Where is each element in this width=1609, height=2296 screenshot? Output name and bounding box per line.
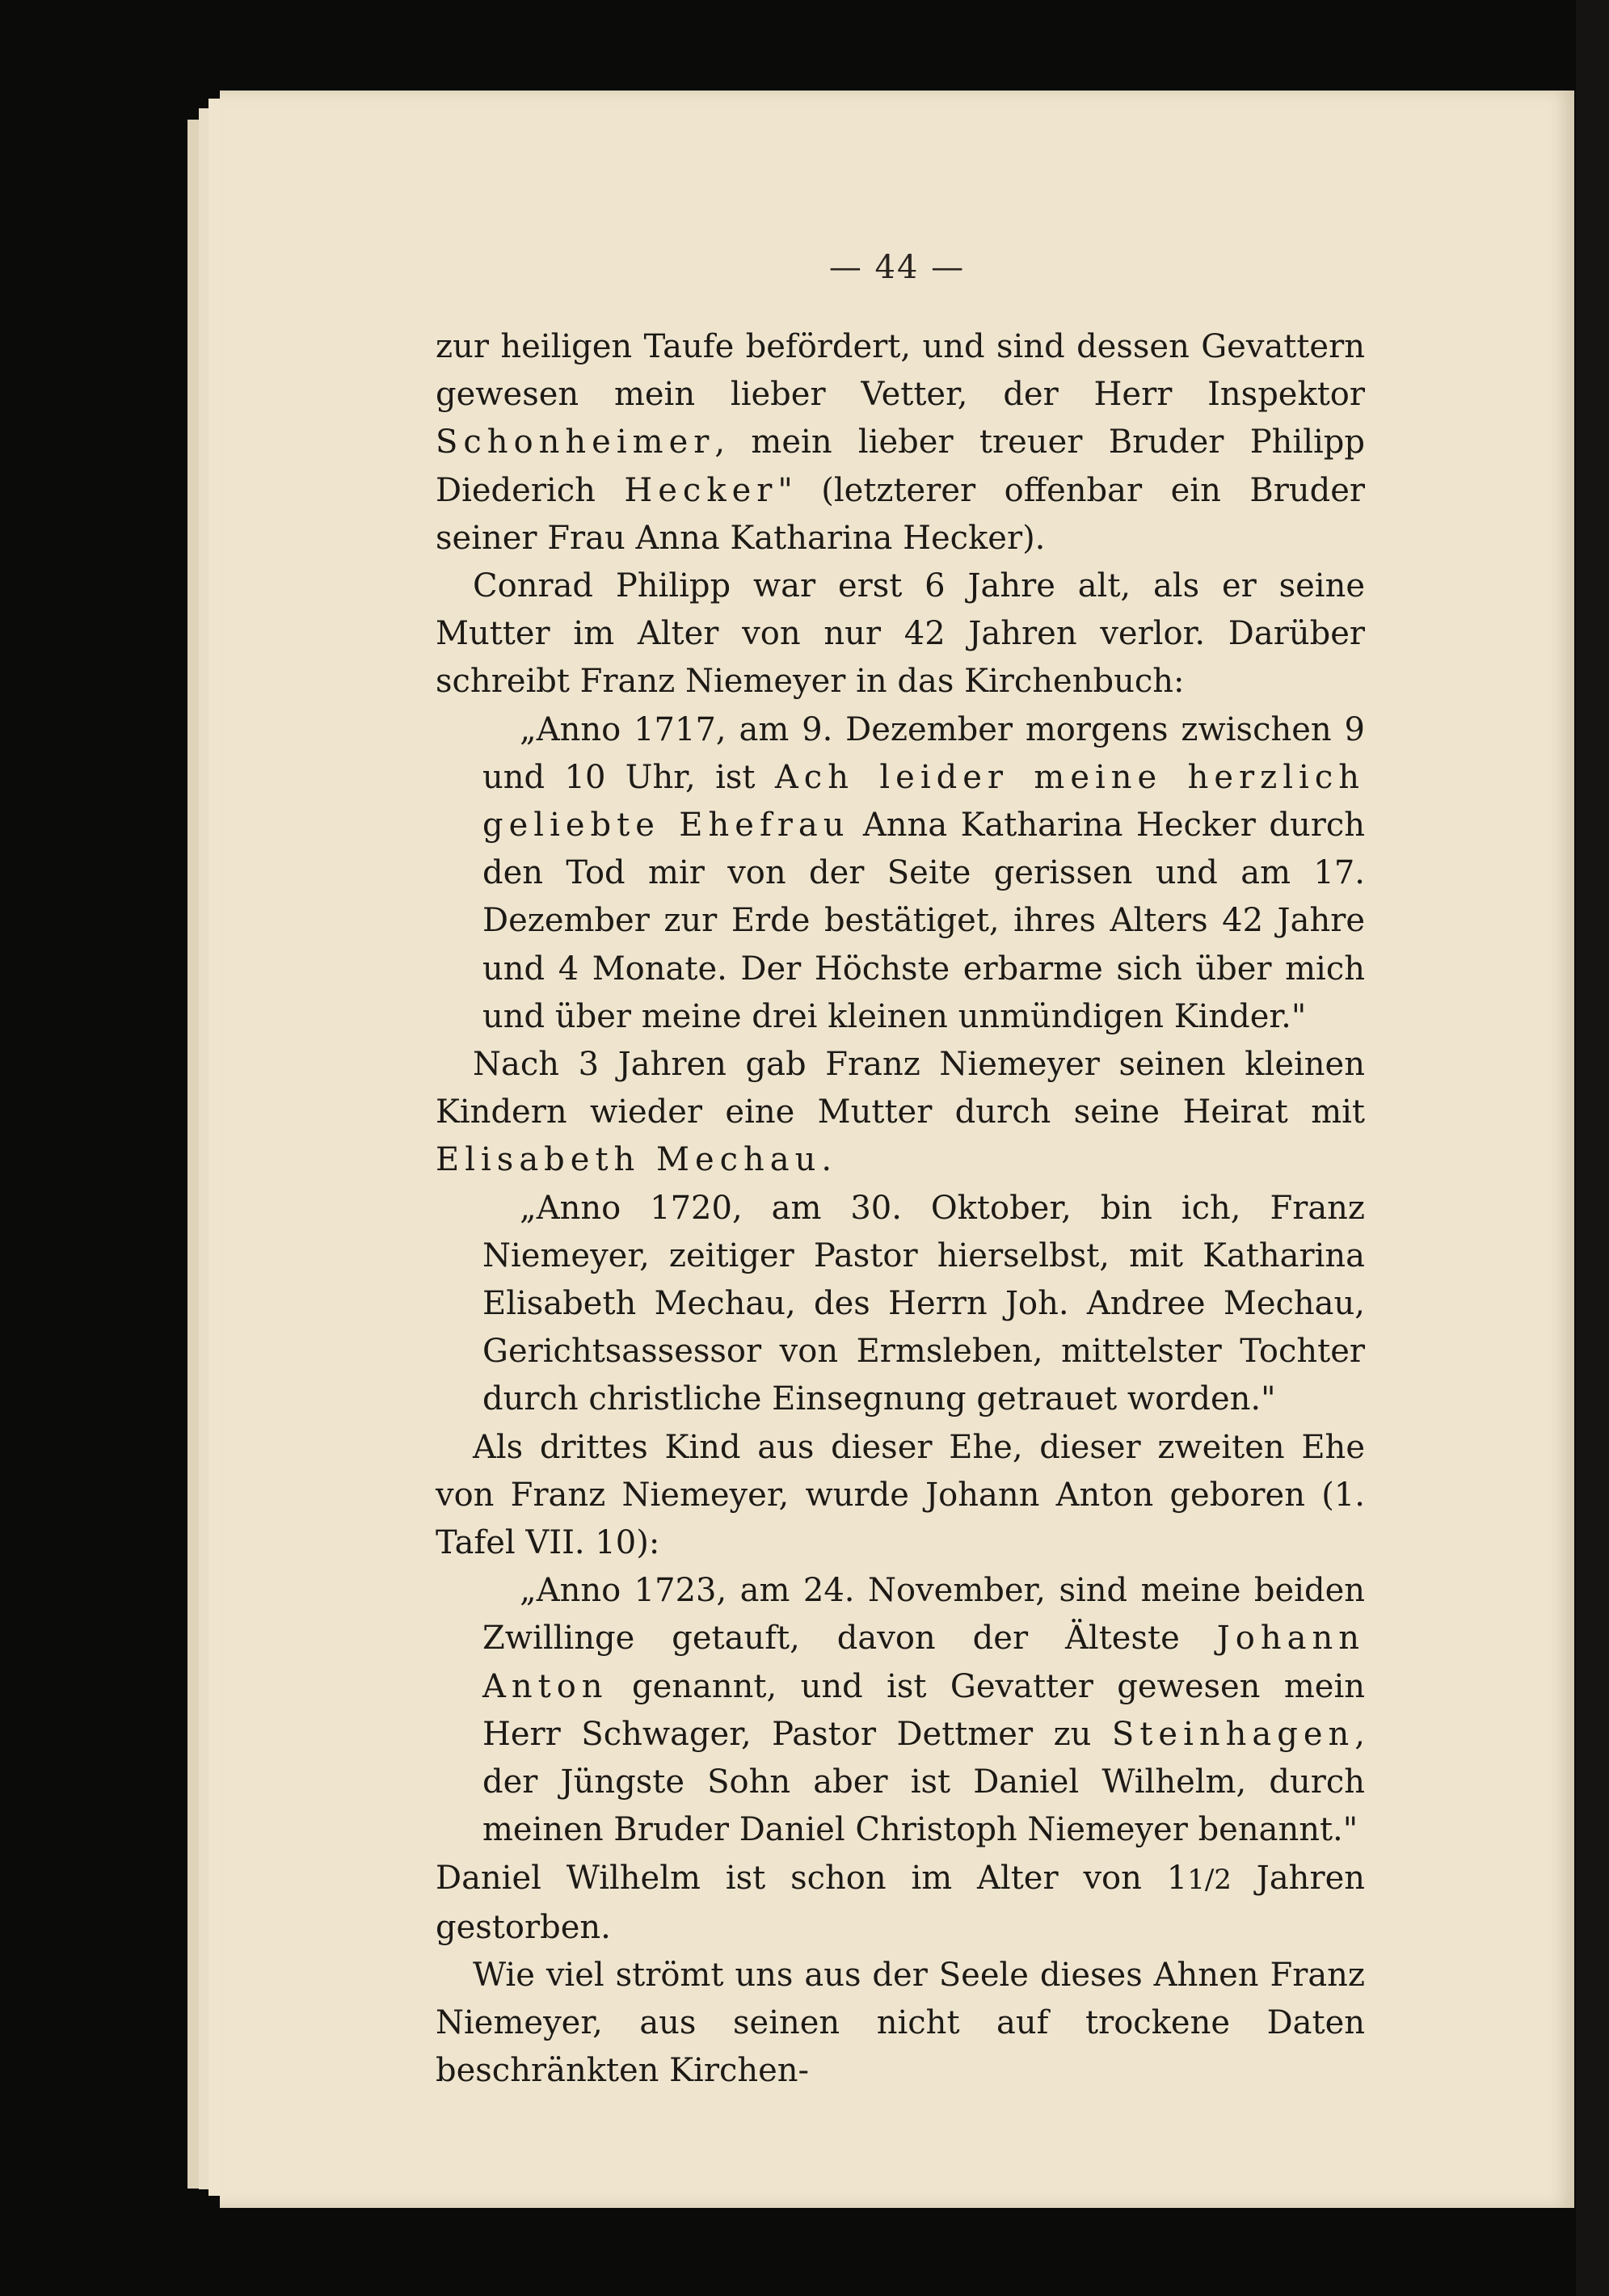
paragraph-3: Nach 3 Jahren gab Franz Niemeyer seinen kleinen Kindern wieder eine Mutter durch seine Heirat mit Elisabeth Mechau. xyxy=(436,1046,1365,1179)
spaced-name: Hecker xyxy=(624,471,778,509)
paragraph-6: Wie viel strömt uns aus der Seele dieses Ahnen Franz Niemeyer, aus seinen nicht auf trockene Daten beschränkten Kirchen- xyxy=(436,1956,1365,2090)
quote-1723: „Anno 1723, am 24. November, sind meine beiden Zwillinge getauft, davon der Älteste Johann Anton genannt, und ist Gevatter gewesen mein Herr Schwager, Pastor Dettmer zu Steinhagen, der Jüngste Sohn aber ist Daniel Wilhelm, durch meinen Bruder Daniel Christoph Niemeyer benannt." xyxy=(482,1572,1365,1849)
page-number: — 44 — xyxy=(828,249,966,286)
book-page xyxy=(220,91,1574,2208)
paragraph-2: Conrad Philipp war erst 6 Jahre alt, als er seine Mutter im Alter von nur 42 Jahren verlor. Darüber schreibt Franz Niemeyer in das Kirchenbuch: xyxy=(436,567,1365,701)
spaced-phrase: Ach leider meine herzlich geliebte Ehefrau xyxy=(482,758,1365,845)
spaced-name: Johann Anton xyxy=(482,1620,1365,1705)
quote-1720: „Anno 1720, am 30. Oktober, bin ich, Franz Niemeyer, zeitiger Pastor hierselbst, mit Katharina Elisabeth Mechau, des Herrn Joh. Andree Mechau, Gerichtsassessor von Ermsleben, mittelster Tochter durch christliche Einsegnung getrauet worden." xyxy=(482,1189,1365,1418)
quote-1717: „Anno 1717, am 9. Dezember morgens zwischen 9 und 10 Uhr, ist Ach leider meine herzlich geliebte Ehefrau Anna Katharina Hecker durch den Tod mir von der Seite gerissen und am 17. Dezember zur Erde bestätiget, ihres Alters 42 Jahre und 4 Monate. Der Höchste erbarme sich über mich und über meine drei kleinen unmündigen Kinder." xyxy=(482,710,1365,1035)
paragraph-4: Als drittes Kind aus dieser Ehe, dieser zweiten Ehe von Franz Niemeyer, wurde Johann Anton geboren (1. Tafel VII. 10): xyxy=(436,1428,1365,1562)
body-text xyxy=(436,323,1365,2096)
paragraph-1: zur heiligen Taufe befördert, und sind dessen Gevattern gewesen mein lieber Vetter, der Herr Inspektor Schonheimer, mein lieber treuer Bruder Philipp Diederich Hecker" (letzterer offenbar ein Bruder seiner Frau Anna Katharina Hecker). xyxy=(436,328,1365,557)
fraction: 1/2 xyxy=(1187,1863,1232,1896)
spaced-name: Schonheimer xyxy=(436,423,715,461)
spaced-name: Steinhagen xyxy=(1111,1715,1355,1753)
spaced-name: Elisabeth Mechau xyxy=(436,1141,822,1179)
paragraph-5: Daniel Wilhelm ist schon im Alter von 11/2 Jahren gestorben. xyxy=(436,1859,1365,1946)
scan-background-right xyxy=(1576,0,1609,2296)
